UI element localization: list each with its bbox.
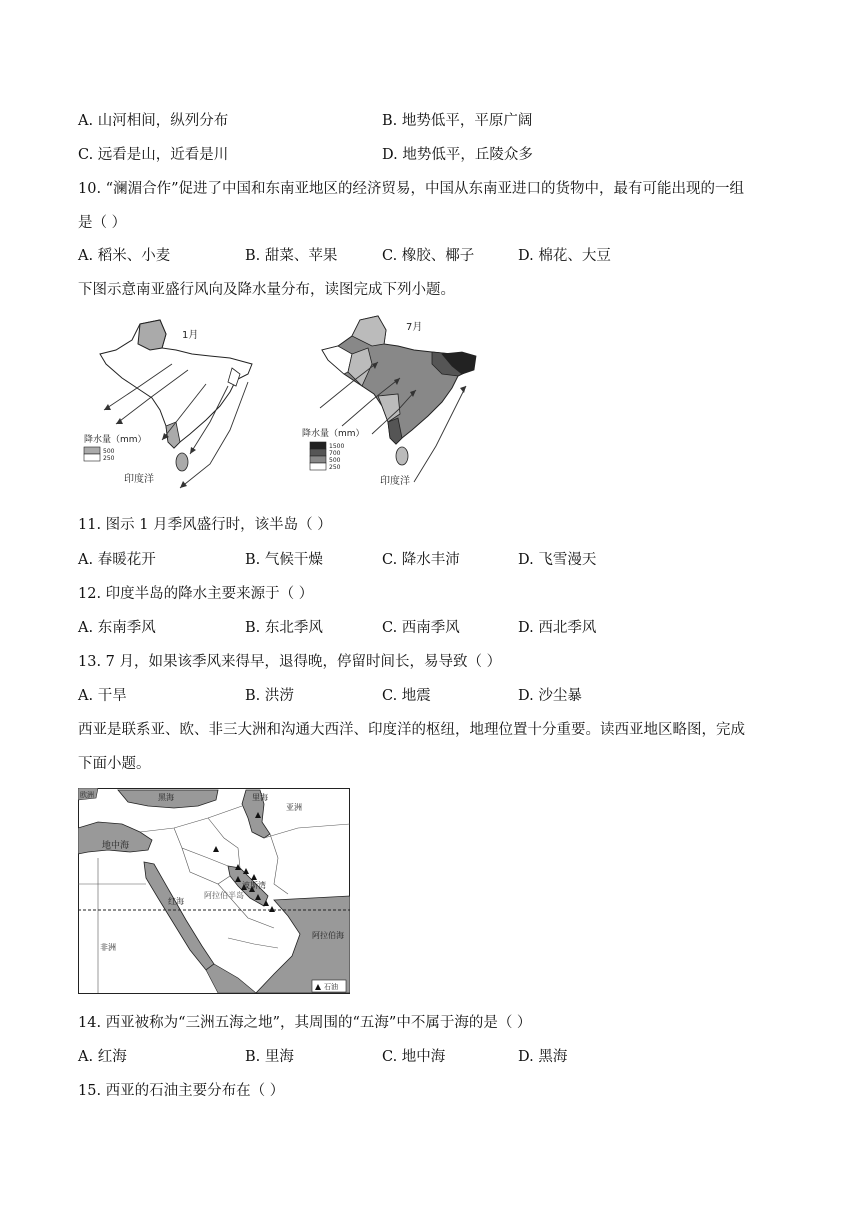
q9-option-d: D. 地势低平，丘陵众多 bbox=[382, 147, 533, 163]
q10-option-a: A. 稻米、小麦 bbox=[78, 248, 171, 264]
july-legend-1500: 1500 bbox=[329, 443, 345, 450]
label-red-sea: 红海 bbox=[168, 897, 184, 906]
july-legend-title: 降水量（mm） bbox=[302, 429, 365, 439]
q14-option-b: B. 里海 bbox=[245, 1049, 294, 1065]
q12-option-a: A. 东南季风 bbox=[78, 620, 156, 636]
q13-option-d: D. 沙尘暴 bbox=[518, 688, 582, 704]
south-asia-monsoon-map bbox=[80, 314, 490, 494]
july-legend-700: 700 bbox=[329, 450, 341, 457]
january-ocean-label: 印度洋 bbox=[124, 474, 154, 485]
q10-stem-line2: 是（ ） bbox=[78, 215, 127, 231]
q14-option-d: D. 黑海 bbox=[518, 1049, 568, 1065]
q13-option-b: B. 洪涝 bbox=[245, 688, 294, 704]
q14-option-a: A. 红海 bbox=[78, 1049, 127, 1065]
west-asia-intro-line2: 下面小题。 bbox=[78, 756, 151, 772]
january-legend-title: 降水量（mm） bbox=[84, 435, 147, 445]
legend-oil: 石油 bbox=[324, 983, 338, 991]
west-asia-intro-line1: 西亚是联系亚、欧、非三大洲和沟通大西洋、印度洋的枢纽，地理位置十分重要。读西亚地区略图，完成 bbox=[78, 722, 745, 738]
january-legend-500: 500 bbox=[103, 448, 115, 455]
q12-stem: 12. 印度半岛的降水主要来源于（ ） bbox=[78, 586, 314, 602]
july-legend-250: 250 bbox=[329, 464, 341, 471]
q12-option-b: B. 东北季风 bbox=[245, 620, 323, 636]
label-asia: 亚洲 bbox=[286, 803, 302, 812]
label-africa: 非洲 bbox=[100, 943, 116, 952]
q11-option-b: B. 气候干燥 bbox=[245, 552, 323, 568]
july-map bbox=[302, 316, 476, 487]
july-ocean-label: 印度洋 bbox=[380, 476, 410, 487]
q9-option-b: B. 地势低平，平原广阔 bbox=[382, 113, 533, 129]
label-gulf: 波斯湾 bbox=[242, 881, 266, 890]
south-asia-intro: 下图示意南亚盛行风向及降水量分布，读图完成下列小题。 bbox=[78, 282, 455, 298]
q11-stem: 11. 图示 1 月季风盛行时，该半岛（ ） bbox=[78, 517, 332, 533]
july-legend-500: 500 bbox=[329, 457, 341, 464]
january-legend-250: 250 bbox=[103, 455, 115, 462]
label-black-sea: 黑海 bbox=[158, 793, 174, 802]
label-europe: 欧洲 bbox=[80, 791, 94, 799]
q10-option-b: B. 甜菜、苹果 bbox=[245, 248, 338, 264]
label-mediterranean: 地中海 bbox=[102, 841, 130, 851]
q13-option-c: C. 地震 bbox=[382, 688, 431, 704]
q11-option-d: D. 飞雪漫天 bbox=[518, 552, 597, 568]
q11-option-a: A. 春暖花开 bbox=[78, 552, 156, 568]
label-arabian-sea: 阿拉伯海 bbox=[312, 931, 344, 940]
q10-option-d: D. 棉花、大豆 bbox=[518, 248, 611, 264]
july-month-label: 7月 bbox=[406, 322, 423, 333]
january-month-label: 1月 bbox=[182, 330, 199, 341]
q11-option-c: C. 降水丰沛 bbox=[382, 552, 460, 568]
q13-stem: 13. 7 月，如果该季风来得早，退得晚，停留时间长，易导致（ ） bbox=[78, 654, 502, 670]
q14-stem: 14. 西亚被称为“三洲五海之地”，其周围的“五海”中不属于海的是（ ） bbox=[78, 1015, 532, 1031]
west-asia-map bbox=[78, 788, 350, 994]
q9-option-a: A. 山河相间，纵列分布 bbox=[78, 113, 229, 129]
q10-option-c: C. 橡胶、椰子 bbox=[382, 248, 475, 264]
label-caspian: 里海 bbox=[252, 793, 268, 802]
q12-option-d: D. 西北季风 bbox=[518, 620, 597, 636]
label-arabian-peninsula: 阿拉伯半岛 bbox=[204, 891, 244, 900]
q9-option-c: C. 远看是山，近看是川 bbox=[78, 147, 229, 163]
q13-option-a: A. 干旱 bbox=[78, 688, 127, 704]
q15-stem: 15. 西亚的石油主要分布在（ ） bbox=[78, 1083, 285, 1099]
january-map bbox=[84, 320, 252, 488]
q12-option-c: C. 西南季风 bbox=[382, 620, 460, 636]
q10-stem-line1: 10. “澜湄合作”促进了中国和东南亚地区的经济贸易，中国从东南亚进口的货物中，最有可能出现的一组 bbox=[78, 181, 744, 197]
q14-option-c: C. 地中海 bbox=[382, 1049, 446, 1065]
